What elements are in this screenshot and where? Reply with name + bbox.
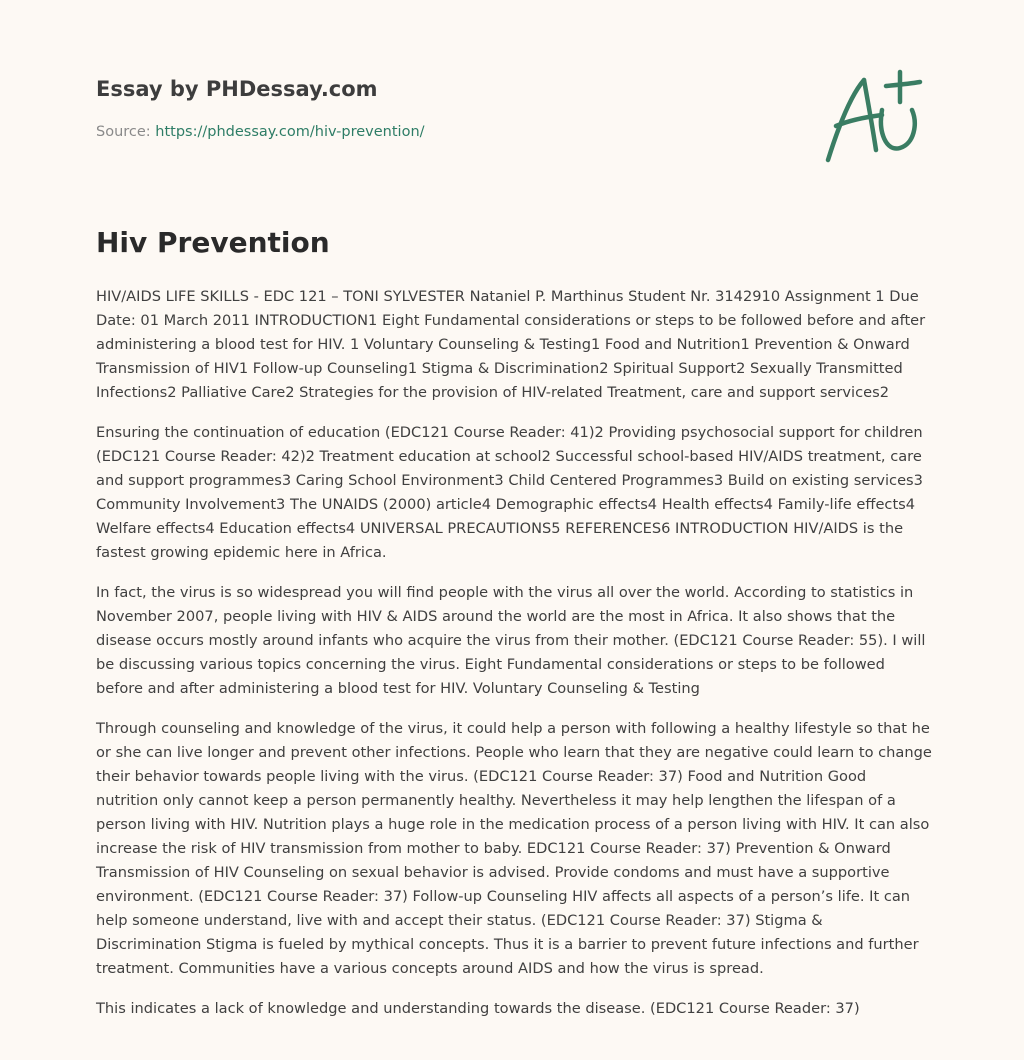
article-paragraph: Ensuring the continuation of education (EDC121 Course Reader: 41)2 Providing psychosocial support for children (EDC121 Course Reader: 42)2 Treatment education at school2 Successful school-based HIV/AIDS treatment, care and support programmes3 Caring School Environment3 Child Centered Programmes3 Build on existing services3 Community Involvement3 The UNAIDS (2000) article4 Demographic effects4 Health effects4 Family-life effects4 Welfare effects4 Education effects4 UNIVERSAL PRECAUTIONS5 REFERENCES6 INTRODUCTION HIV/AIDS is the fastest growing epidemic here in Africa. xyxy=(96,424,923,561)
article-title: Hiv Prevention xyxy=(96,226,330,259)
source-link[interactable]: https://phdessay.com/hiv-prevention/ xyxy=(155,124,425,140)
article-paragraph: In fact, the virus is so widespread you will find people with the virus all over the world. According to statistics in November 2007, people living with HIV & AIDS around the world are the most in Africa. It also shows that the disease occurs mostly around infants who acquire the virus from their mother. (EDC121 Course Reader: 55). I will be discussing various topics concerning the virus. Eight Fundamental considerations or steps to be followed before and after administering a blood test for HIV. Voluntary Counseling & Testing xyxy=(96,584,926,697)
source-line xyxy=(96,124,425,140)
brand-title: Essay by PHDessay.com xyxy=(96,77,378,101)
a-plus-logo-icon xyxy=(820,66,924,166)
article-paragraph: This indicates a lack of knowledge and understanding towards the disease. (EDC121 Course Reader: 37) xyxy=(96,1000,860,1017)
article-body xyxy=(96,285,932,1037)
article-paragraph: Through counseling and knowledge of the virus, it could help a person with following a healthy lifestyle so that he or she can live longer and prevent other infections. People who learn that they are negative could learn to change their behavior towards people living with the virus. (EDC121 Course Reader: 37) Food and Nutrition Good nutrition only cannot keep a person permanently healthy. Nevertheless it may help lengthen the lifespan of a person living with HIV. Nutrition plays a huge role in the medication process of a person living with HIV. It can also increase the risk of HIV transmission from mother to baby. EDC121 Course Reader: 37) Prevention & Onward Transmission of HIV Counseling on sexual behavior is advised. Provide condoms and must have a supportive environment. (EDC121 Course Reader: 37) Follow-up Counseling HIV affects all aspects of a person’s life. It can help someone understand, live with and accept their status. (EDC121 Course Reader: 37) Stigma & Discrimination Stigma is fueled by mythical concepts. Thus it is a barrier to prevent future infections and further treatment. Communities have a various concepts around AIDS and how the virus is spread. xyxy=(96,720,932,977)
article-paragraph: HIV/AIDS LIFE SKILLS - EDC 121 – TONI SYLVESTER Nataniel P. Marthinus Student Nr. 3142910 Assignment 1 Due Date: 01 March 2011 INTRODUCTION1 Eight Fundamental considerations or steps to be followed before and after administering a blood test for HIV. 1 Voluntary Counseling & Testing1 Food and Nutrition1 Prevention & Onward Transmission of HIV1 Follow-up Counseling1 Stigma & Discrimination2 Spiritual Support2 Sexually Transmitted Infections2 Palliative Care2 Strategies for the provision of HIV-related Treatment, care and support services2 xyxy=(96,288,926,401)
source-label: Source: xyxy=(96,124,151,140)
